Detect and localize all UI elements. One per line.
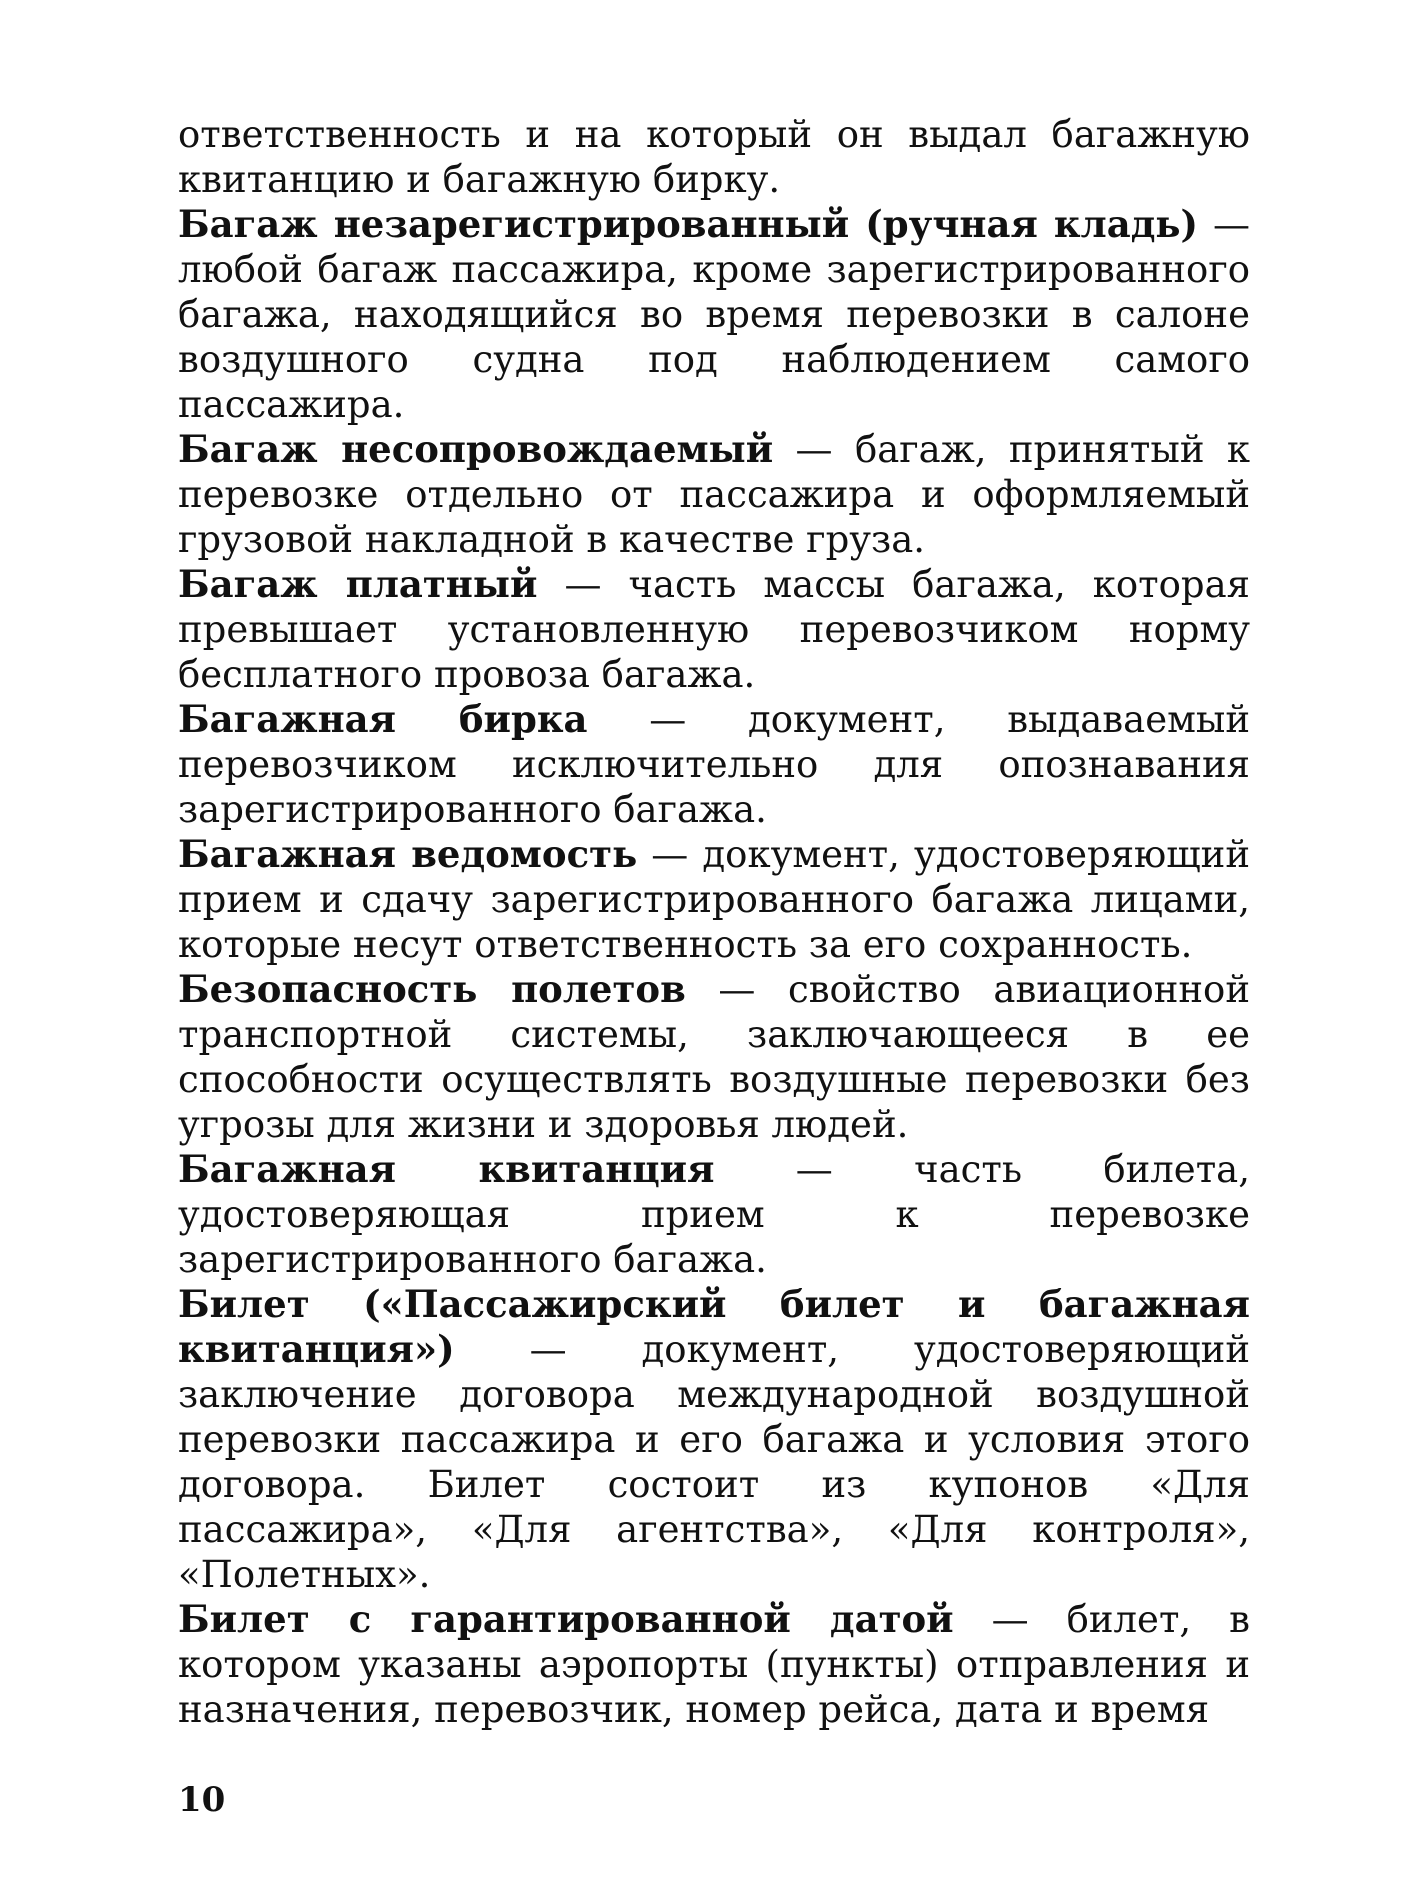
entry-definition: — часть билета, удостоверяющая прием к перевозке зарегистрированного багажа.	[178, 1148, 1250, 1281]
entry-term: Безопасность полетов	[178, 967, 686, 1011]
glossary-entry	[178, 1597, 1250, 1732]
entry-definition: — документ, удостоверяющий заключение договора международной воздушной перевозки пассажира и его багажа и условия этого договора. Билет состоит из купонов «Для пассажира», «Для агентства», «Для контроля», «Полетных».	[178, 1328, 1250, 1596]
entry-definition: — билет, в котором указаны аэропорты (пункты) отправления и назначения, перевозчик, номер рейса, дата и время	[178, 1598, 1250, 1731]
intro-paragraph: ответственность и на который он выдал багажную квитанцию и багажную бирку.	[178, 113, 1250, 201]
entry-term: Билет с гарантированной датой	[178, 1597, 954, 1641]
glossary-entry	[178, 202, 1250, 427]
glossary-entry	[178, 697, 1250, 832]
glossary-entry	[178, 832, 1250, 967]
entry-definition: — багаж, принятый к перевозке отдельно от пассажира и оформляемый грузовой накладной в качестве груза.	[178, 428, 1250, 561]
entry-definition: — документ, удостоверяющий прием и сдачу зарегистрированного багажа лицами, которые несут ответственность за его сохранность.	[178, 833, 1250, 966]
glossary-entry	[178, 562, 1250, 697]
entry-term: Багажная бирка	[178, 697, 588, 741]
entry-term: Багажная ведомость	[178, 832, 638, 876]
glossary-entry	[178, 1282, 1250, 1597]
glossary-entry	[178, 427, 1250, 562]
page-number: 10	[178, 1780, 226, 1820]
entry-term: Багаж незарегистрированный (ручная кладь)	[178, 202, 1198, 246]
entry-term: Билет («Пассажирский билет и багажная квитанция»)	[178, 1282, 1250, 1371]
entry-definition: — документ, выдаваемый перевозчиком исключительно для опознавания зарегистрированного багажа.	[178, 698, 1250, 831]
entry-definition: — часть массы багажа, которая превышает установленную перевозчиком норму бесплатного провоза багажа.	[178, 563, 1251, 696]
glossary-entry	[178, 967, 1250, 1147]
document-body	[178, 112, 1250, 1732]
entry-term: Багаж несопровождаемый	[178, 427, 774, 471]
entry-definition: — свойство авиационной транспортной системы, заключающееся в ее способности осуществлять воздушные перевозки без угрозы для жизни и здоровья людей.	[178, 968, 1250, 1146]
entry-definition: — любой багаж пассажира, кроме зарегистрированного багажа, находящийся во время перевозки в салоне воздушного судна под наблюдением самого пассажира.	[178, 203, 1250, 426]
entry-term: Багаж платный	[178, 562, 538, 606]
entry-term: Багажная квитанция	[178, 1147, 715, 1191]
glossary-entry	[178, 1147, 1250, 1282]
